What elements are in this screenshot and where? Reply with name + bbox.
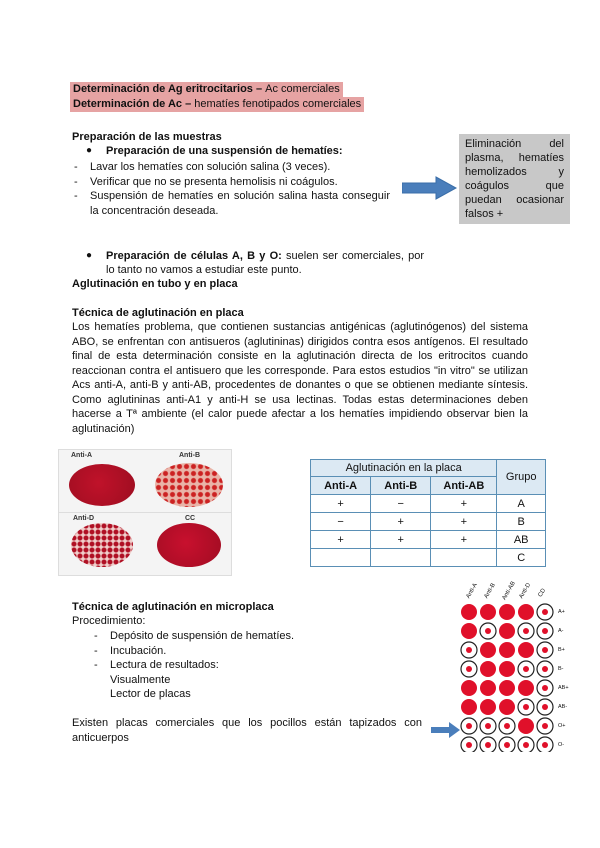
prep-item: - Lavar los hematíes con solución salina (3 veces). [72, 160, 390, 175]
photo-label: Anti-B [179, 452, 200, 459]
microplate-well [518, 680, 534, 696]
microplate-well-button [542, 723, 548, 729]
table-cell: + [431, 495, 497, 513]
table-row [311, 549, 546, 567]
slide-photo-bottom [58, 512, 232, 576]
microplate-well [499, 642, 515, 658]
microplate-well [480, 642, 496, 658]
table-cell: + [311, 495, 371, 513]
blood-drop-anti-a [69, 464, 135, 506]
row-label: A+ [558, 609, 565, 615]
table-cell: + [371, 531, 431, 549]
table-cell: C [497, 549, 546, 567]
table-header: Anti-A [311, 477, 371, 495]
table-cell: B [497, 513, 546, 531]
microplate-well-button [542, 704, 548, 710]
microplate-well [499, 661, 515, 677]
microplate-well-button [542, 666, 548, 672]
prep-bullet-2-rest: suelen ser comerciales, por lo tanto no vamos a estudiar este punto. [106, 249, 424, 276]
micro-step: - Depósito de suspensión de hematíes. [92, 629, 392, 644]
micro-step: - Lectura de resultados: [92, 658, 392, 673]
row-label: B- [558, 666, 564, 672]
table-cell [371, 549, 431, 567]
prep-item: - Suspensión de hematíes en solución salina hasta conseguir la concentración deseada. [72, 189, 390, 218]
microplate-well [461, 680, 477, 696]
header-line-2-bold: Determinación de Ac – [73, 98, 192, 110]
microplate-well [499, 680, 515, 696]
microplate-col-labels [464, 580, 554, 604]
microplate-well-button [466, 647, 472, 653]
micro-procedure: Procedimiento: [72, 615, 146, 627]
microplate-well-button [485, 723, 491, 729]
col-label: Anti-B [483, 582, 497, 600]
prep-bullet-2-bold: Preparación de células A, B y O: [106, 249, 282, 262]
row-label: O+ [558, 723, 566, 729]
header-line-1-bold: Determinación de Ag eritrocitarios – [73, 83, 263, 95]
section2-paragraph: Los hematíes problema, que contienen sustancias antigénicas (aglutinógenos) del sistema ABO, se enfrentan con antisueros (aglutininas) dirigidos contra esos antígenos. El resultado final de esta determinación consiste en la aglutinación directa de los eritrocitos cuando reaccionan contra el antisuero que les corresponde. Para estos estudios "in vitro" se utilizan Acs anti-A, anti-B y anti-AB, procedentes de donantes o que se obtienen mediante síntesis. Como aglutininas anti-A1 y anti-H se usa lectinas. Todas estas determinaciones deben hacerse a Tª ambiente (el calor puede afectar a los hematíes impidiendo observar bien la aglutinación) [72, 321, 528, 435]
table-cell: − [371, 495, 431, 513]
microplate-row-labels [558, 604, 578, 756]
table-cell: + [431, 531, 497, 549]
table-cell: − [311, 513, 371, 531]
microplate-well-button [542, 685, 548, 691]
microplate-well [518, 642, 534, 658]
row-label: B+ [558, 647, 565, 653]
microplate-well-button [485, 742, 491, 748]
table-cell [431, 549, 497, 567]
microplate-wells [458, 602, 558, 752]
section2-subtitle: Técnica de aglutinación en placa [72, 307, 244, 319]
header-line-1 [70, 82, 343, 97]
microplate [458, 580, 578, 750]
arrow-right-icon [431, 722, 461, 738]
table-cell: + [431, 513, 497, 531]
table-group-header: Grupo [497, 460, 546, 495]
row-label: O- [558, 742, 565, 748]
prep-item: - Verificar que no se presenta hemolisis ni coágulos. [72, 175, 390, 190]
photo-label: Anti-D [73, 515, 94, 522]
table-title: Aglutinación en la placa [311, 460, 497, 477]
header-line-2 [70, 97, 364, 112]
microplate-well [480, 604, 496, 620]
microplate-well-button [466, 723, 472, 729]
col-label: Anti-A [465, 582, 479, 600]
table-row [311, 495, 546, 513]
header-line-2-rest: hematíes fenotipados comerciales [194, 98, 362, 110]
header-line-1-rest: Ac comerciales [265, 83, 340, 95]
micro-sub-2: Lector de placas [110, 688, 191, 700]
photo-label: CC [185, 515, 196, 522]
microplate-well [499, 604, 515, 620]
table-cell: + [311, 531, 371, 549]
microplate-well-button [523, 704, 529, 710]
blood-drop-cc [157, 523, 221, 567]
microplate-well-button [504, 742, 510, 748]
microplate-well-button [542, 609, 548, 615]
col-label: CD [537, 587, 548, 599]
prep-title: Preparación de las muestras [72, 131, 222, 143]
microplate-well-button [523, 628, 529, 634]
row-label: AB- [558, 704, 568, 710]
table-cell [311, 549, 371, 567]
prep-note: Eliminación del plasma, hematíes hemolizados y coágulos que puedan ocasionar falsos + [459, 134, 570, 224]
microplate-well [461, 699, 477, 715]
microplate-well [499, 623, 515, 639]
table-row [311, 513, 546, 531]
micro-step: - Incubación. [92, 644, 392, 659]
slide-photo-top [58, 449, 232, 514]
table-cell: A [497, 495, 546, 513]
microplate-well [480, 661, 496, 677]
microplate-well-button [466, 666, 472, 672]
prep-bullet-1: ● Preparación de una suspensión de hematíes: [72, 144, 426, 159]
microplate-well-button [542, 647, 548, 653]
table-row [311, 531, 546, 549]
microplate-well [461, 604, 477, 620]
microplate-well [480, 699, 496, 715]
arrow-right-icon [402, 176, 458, 200]
micro-steps [92, 629, 392, 673]
row-label: AB+ [558, 685, 569, 691]
microplate-well [499, 699, 515, 715]
micro-sub-1: Visualmente [110, 674, 171, 686]
microplate-well-button [523, 666, 529, 672]
col-label: Anti-AB [501, 580, 517, 602]
photo-label: Anti-A [71, 452, 92, 459]
agglutination-table [310, 459, 546, 567]
section2-title: Aglutinación en tubo y en placa [72, 278, 238, 290]
micro-closing: Existen placas comerciales que los pocillos están tapizados con anticuerpos [72, 717, 422, 744]
row-label: A- [558, 628, 564, 634]
prep-list [72, 160, 390, 218]
blood-drop-anti-b [155, 463, 223, 507]
micro-title: Técnica de aglutinación en microplaca [72, 601, 274, 613]
microplate-well [461, 623, 477, 639]
microplate-well-button [523, 742, 529, 748]
microplate-well-button [504, 723, 510, 729]
microplate-well [518, 718, 534, 734]
table-cell: + [371, 513, 431, 531]
microplate-well [480, 680, 496, 696]
microplate-well-button [485, 628, 491, 634]
table-header: Anti-AB [431, 477, 497, 495]
table-cell: AB [497, 531, 546, 549]
microplate-well-button [466, 742, 472, 748]
blood-drop-anti-d [71, 523, 133, 567]
col-label: Anti-D [518, 582, 533, 600]
microplate-well-button [542, 742, 548, 748]
prep-bullet-2 [72, 249, 424, 278]
table-header: Anti-B [371, 477, 431, 495]
microplate-well-button [542, 628, 548, 634]
microplate-well [518, 604, 534, 620]
